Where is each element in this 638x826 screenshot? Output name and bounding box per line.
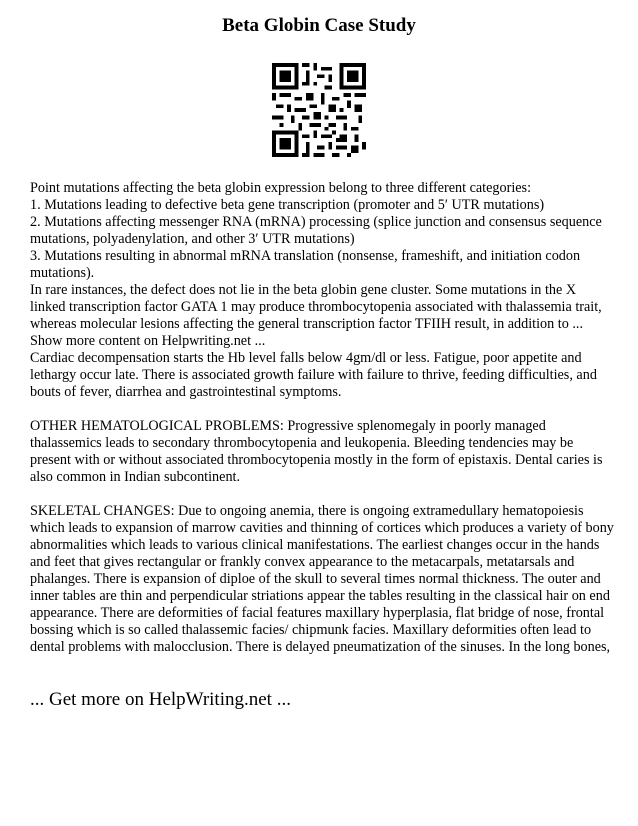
- paragraph-spacer: [30, 401, 614, 418]
- body-paragraph: SKELETAL CHANGES: Due to ongoing anemia, there is ongoing extramedullary hematopoiesis which leads to expansion of marrow cavities and thinning of cortices which produces a variety of bony abnormalities which leads to various clinical manifestations. The earliest changes occur in the hands and feet that gives rectangular or frankly convex appearance to the metacarpals, metatarsals and phalanges. There is expansion of diploe of the skull to several times normal thickness. The outer and inner tables are thin and perpendicular striations appear the tables resulting in the classical hair on end appearance. There are deformities of facial features maxillary hyperplasia, flat bridge of nose, frontal bossing which is so called thalassemic facies/ chipmunk facies. Maxillary deformities often lead to dental problems with malocclusion. There is delayed pneumatization of the sinuses. In the long bones,: [30, 503, 614, 655]
- show-more-link[interactable]: Show more content on Helpwriting.net ...: [30, 333, 266, 349]
- list-item: 1. Mutations leading to defective beta gene transcription (promoter and 5′ UTR mutations): [30, 197, 545, 213]
- body-paragraph: Cardiac decompensation starts the Hb level falls below 4gm/dl or less. Fatigue, poor appetite and lethargy occur late. There is associated growth failure with failure to thrive, feeding difficulties, and bouts of fever, diarrhea and gastrointestinal symptoms.: [30, 350, 597, 400]
- qr-code-icon: [272, 63, 366, 157]
- body-paragraph: In rare instances, the defect does not lie in the beta globin gene cluster. Some mutations in the X linked transcription factor GATA 1 may produce thrombocytopenia associated with thalassemia trait, whereas molecular lesions affecting the general transcription factor TFIIH result, in addition to ...: [30, 282, 602, 332]
- list-item: 2. Mutations affecting messenger RNA (mRNA) processing (splice junction and consensus sequence mutations, polyadenylation, and other 3′ UTR mutations): [30, 214, 602, 247]
- intro-paragraph: Point mutations affecting the beta globin expression belong to three different categories:: [30, 180, 532, 196]
- article-body: [30, 180, 614, 656]
- body-paragraph: OTHER HEMATOLOGICAL PROBLEMS: Progressive splenomegaly in poorly managed thalassemics leads to secondary thrombocytopenia and leukopenia. Bleeding tendencies may be present with or without associated thrombocytopenia mostly in the form of epistaxis. Dental caries is also common in Indian subcontinent.: [30, 418, 603, 485]
- paragraph-spacer: [30, 486, 614, 503]
- page-title: Beta Globin Case Study: [222, 15, 416, 36]
- list-item: 3. Mutations resulting in abnormal mRNA translation (nonsense, frameshift, and initiation codon mutations).: [30, 248, 581, 281]
- get-more-link[interactable]: ... Get more on HelpWriting.net ...: [30, 689, 291, 710]
